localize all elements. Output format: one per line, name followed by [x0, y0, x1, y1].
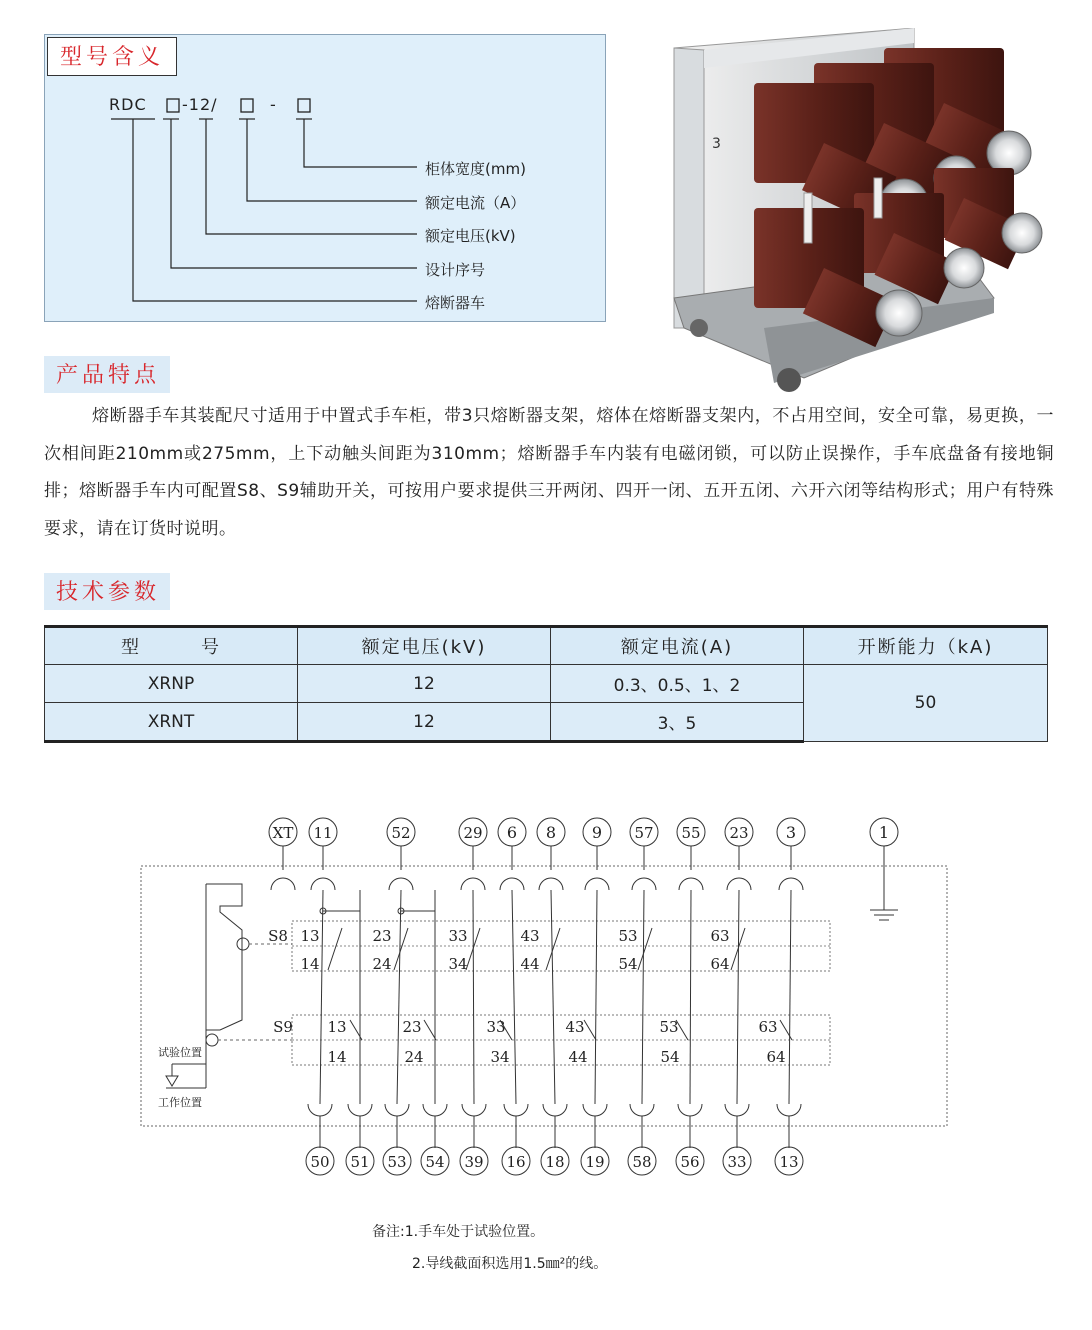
- top-plug-arc: [585, 878, 609, 890]
- s8-contact: [328, 928, 342, 970]
- actuator-body: [206, 884, 242, 1030]
- col-header-breaking: 开断能力（kA): [804, 627, 1048, 665]
- bottom-terminal-label: 39: [464, 1153, 484, 1171]
- top-terminal-label: 3: [785, 823, 797, 842]
- features-title: 产品特点: [44, 356, 170, 393]
- s9-upper-label: 23: [402, 1018, 422, 1036]
- cell-model: XRNP: [45, 665, 298, 703]
- top-terminal-label: 55: [681, 824, 701, 842]
- top-plug-arc: [461, 878, 485, 890]
- model-code-prefix: RDC: [109, 95, 147, 114]
- bottom-terminal-label: 54: [425, 1153, 445, 1171]
- top-plug-arc: [779, 878, 803, 890]
- bottom-terminal-label: 16: [506, 1153, 526, 1171]
- work-position-label: 工作位置: [158, 1096, 202, 1109]
- note-line-2: 2.导线截面积选用1.5㎜²的线。: [412, 1256, 608, 1272]
- s8-contact: [394, 928, 408, 970]
- legend-rated-current: 额定电流（A）: [425, 194, 526, 212]
- s9-lower-label: 44: [568, 1048, 588, 1066]
- cell-voltage: 12: [298, 665, 551, 703]
- s8-lower-label: 34: [448, 955, 468, 973]
- bottom-plug-arc: [725, 1104, 749, 1116]
- circuit-wire: [551, 890, 555, 1104]
- bottom-terminal-label: 56: [680, 1153, 700, 1171]
- top-plug-arc: [500, 878, 524, 890]
- legend-rated-voltage: 额定电压(kV): [425, 227, 516, 245]
- s8-bridge-1: [323, 911, 360, 940]
- s8-upper-label: 33: [448, 927, 468, 945]
- bottom-terminal-label: 18: [545, 1153, 565, 1171]
- s9-upper-label: 43: [565, 1018, 585, 1036]
- top-plug-arc: [727, 878, 751, 890]
- top-plug-arc: [311, 878, 335, 890]
- col-header-model: 型 号: [45, 627, 298, 665]
- bottom-plug-arc: [385, 1104, 409, 1116]
- s8-upper-label: 23: [372, 927, 392, 945]
- s9-contact: [424, 1020, 436, 1040]
- s8-upper-label: 13: [300, 927, 320, 945]
- top-terminal-label: 11: [313, 824, 333, 842]
- top-plug-arc: [271, 878, 295, 890]
- position-arrow: [166, 1076, 178, 1086]
- tech-params-title: 技术参数: [44, 573, 170, 610]
- model-code-diagram: [45, 35, 607, 323]
- cell-model: XRNT: [45, 703, 298, 742]
- bottom-plug-arc: [583, 1104, 607, 1116]
- bottom-plug-arc: [308, 1104, 332, 1116]
- bottom-plug-arc: [462, 1104, 486, 1116]
- bottom-plug-arc: [777, 1104, 801, 1116]
- top-plug-arc: [632, 878, 656, 890]
- model-code-mid: -12/: [182, 95, 218, 114]
- top-terminal-label: 29: [463, 824, 483, 842]
- top-terminal-label: 8: [545, 823, 557, 842]
- col-header-voltage: 额定电压(kV): [298, 627, 551, 665]
- table-row: [45, 665, 1048, 703]
- bottom-terminal-label: 13: [779, 1153, 799, 1171]
- cell-current: 0.3、0.5、1、2: [551, 665, 804, 703]
- spec-table: [44, 625, 1048, 743]
- features-paragraph: 熔断器手车其装配尺寸适用于中置式手车柜，带3只熔断器支架，熔体在熔断器支架内，不占用空间，安全可靠，易更换，一次相间距210mm或275mm，上下动触头间距为310mm；熔断器手车内装有电磁闭锁，可以防止误操作，手车底盘备有接地铜排；熔断器手车内可配置S8、S9辅助开关，可按用户要求提供三开两闭、四开一闭、五开五闭、六开六闭等结构形式；用户有特殊要求，请在订货时说明。: [44, 406, 1054, 539]
- bottom-plug-arc: [630, 1104, 654, 1116]
- s8-lower-label: 44: [520, 955, 540, 973]
- bottom-terminal-label: 50: [310, 1153, 330, 1171]
- top-plug-arc: [539, 878, 563, 890]
- top-terminal-label: 52: [391, 824, 411, 842]
- cell-breaking: 50: [804, 665, 1048, 742]
- top-terminal-label: 57: [634, 824, 654, 842]
- bottom-plug-arc: [504, 1104, 528, 1116]
- top-terminal-label: 1: [878, 823, 890, 842]
- bottom-plug-arc: [423, 1104, 447, 1116]
- s9-label: S9: [273, 1018, 293, 1036]
- circuit-wire: [397, 890, 401, 1104]
- top-plug-arc: [389, 878, 413, 890]
- s9-upper-label: 13: [327, 1018, 347, 1036]
- bottom-terminal-label: 53: [387, 1153, 407, 1171]
- note-line-1: 备注:1.手车处于试验位置。: [372, 1224, 545, 1240]
- circuit-wire: [320, 890, 323, 1104]
- diagram-frame: [141, 866, 947, 1126]
- s8-upper-label: 63: [710, 927, 730, 945]
- s8-contact: [638, 928, 652, 970]
- bottom-plug-arc: [543, 1104, 567, 1116]
- col-header-current: 额定电流(A): [551, 627, 804, 665]
- circuit-wire: [642, 890, 644, 1104]
- cell-voltage: 12: [298, 703, 551, 742]
- s9-lower-label: 14: [327, 1048, 347, 1066]
- s8-lower-label: 14: [300, 955, 320, 973]
- model-code-sep: -: [270, 95, 277, 114]
- circuit-wire: [737, 890, 739, 1104]
- s8-lower-label: 54: [618, 955, 638, 973]
- top-terminal-label: 23: [729, 824, 749, 842]
- model-meaning-title: 型号含义: [47, 37, 177, 76]
- bottom-terminal-label: 33: [727, 1153, 747, 1171]
- top-plug-arc: [679, 878, 703, 890]
- top-terminal-label: 6: [506, 823, 518, 842]
- s9-lower-label: 54: [660, 1048, 680, 1066]
- circuit-wire: [595, 890, 597, 1104]
- s9-contact: [584, 1020, 596, 1040]
- bottom-terminal-label: 58: [632, 1153, 652, 1171]
- bottom-plug-arc: [678, 1104, 702, 1116]
- top-terminal-label: XT: [272, 824, 294, 842]
- model-meaning-panel: [44, 34, 606, 322]
- bottom-plug-arc: [348, 1104, 372, 1116]
- s9-actuator-roller: [206, 1034, 218, 1046]
- circuit-wire: [473, 890, 474, 1104]
- circuit-wire: [512, 890, 516, 1104]
- s8-upper-label: 53: [618, 927, 638, 945]
- s9-upper-label: 63: [758, 1018, 778, 1036]
- cell-current: 3、5: [551, 703, 804, 742]
- s9-lower-label: 34: [490, 1048, 510, 1066]
- s9-lower-label: 64: [766, 1048, 786, 1066]
- circuit-wire: [789, 890, 791, 1104]
- s9-upper-label: 53: [659, 1018, 679, 1036]
- svg-text:3: 3: [712, 136, 721, 152]
- table-header-row: [45, 627, 1048, 665]
- s9-lower-label: 24: [404, 1048, 424, 1066]
- s8-label: S8: [268, 927, 288, 945]
- legend-fuse-truck: 熔断器车: [425, 294, 486, 312]
- legend-design-number: 设计序号: [425, 261, 486, 279]
- s8-lower-label: 64: [710, 955, 730, 973]
- bottom-terminal-label: 51: [350, 1153, 370, 1171]
- fuse-truck-photo: [664, 28, 1064, 398]
- legend-cabinet-width: 柜体宽度(mm): [425, 160, 526, 178]
- s8-upper-label: 43: [520, 927, 540, 945]
- bottom-terminal-label: 19: [585, 1153, 605, 1171]
- s8-bridge-2: [401, 911, 435, 940]
- wiring-diagram: [130, 800, 960, 1190]
- top-terminal-label: 9: [591, 823, 603, 842]
- s8-lower-label: 24: [372, 955, 392, 973]
- s9-upper-label: 33: [486, 1018, 506, 1036]
- test-position-label: 试验位置: [158, 1046, 202, 1059]
- s8-contact: [546, 928, 560, 970]
- s8-actuator-roller: [237, 938, 249, 950]
- circuit-wire: [690, 890, 691, 1104]
